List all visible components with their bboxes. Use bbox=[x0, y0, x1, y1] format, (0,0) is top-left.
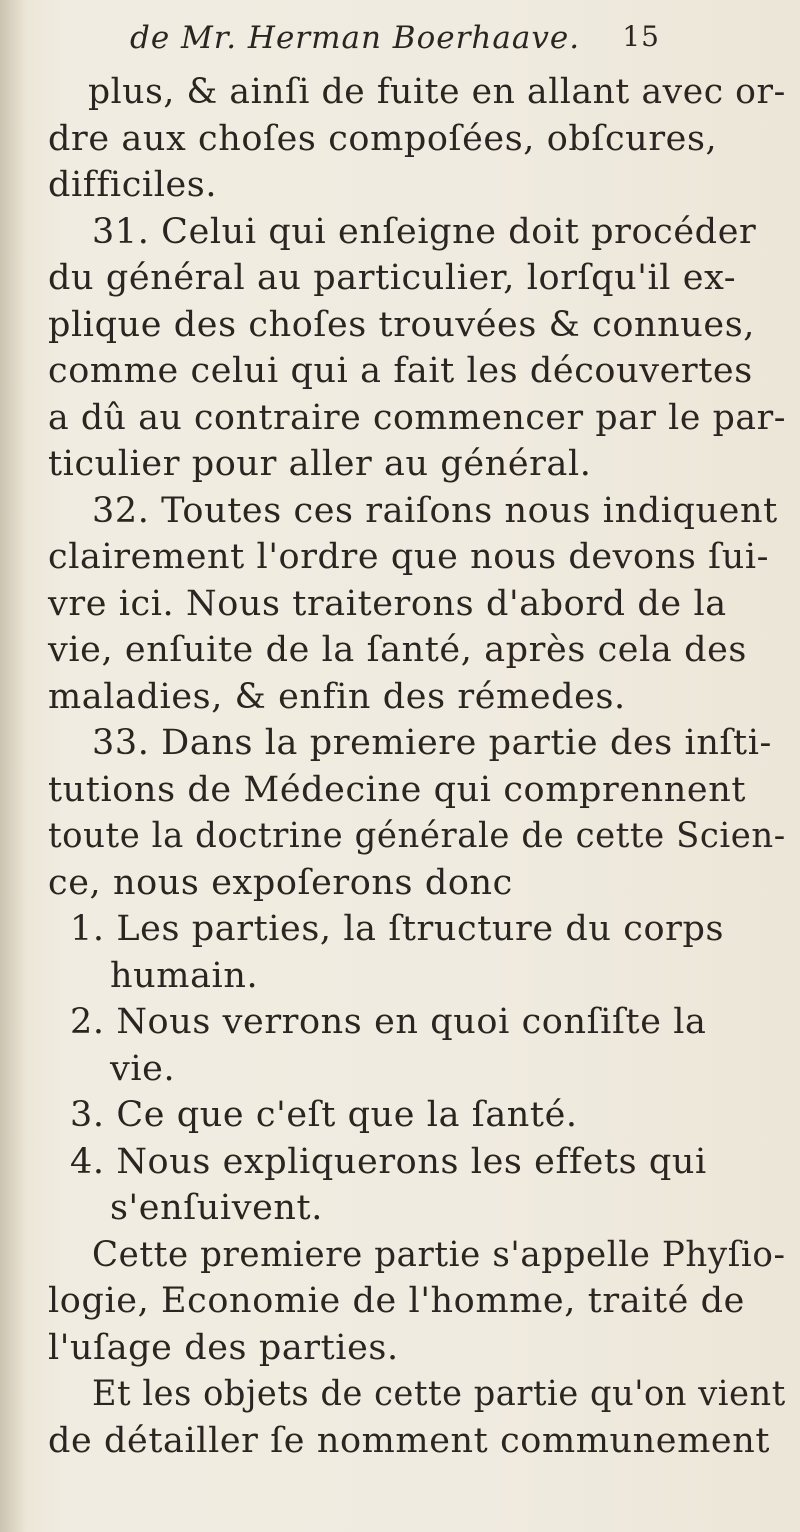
text-line: Cette premiere partie s'appelle Phyſio- bbox=[92, 1235, 786, 1275]
text-line: ce, nous expoſerons donc bbox=[48, 863, 513, 903]
list-item: 4. Nous expliquerons les effets qui bbox=[70, 1142, 707, 1182]
text-line: vre ici. Nous traiterons d'abord de la bbox=[48, 584, 727, 624]
list-item-continuation: s'enſuivent. bbox=[110, 1188, 323, 1228]
page-header bbox=[130, 20, 660, 64]
text-line: a dû au contraire commencer par le par- bbox=[48, 398, 787, 438]
list-item-continuation: vie. bbox=[110, 1049, 176, 1089]
text-line: tutions de Médecine qui comprennent bbox=[48, 770, 747, 810]
list-item: 2. Nous verrons en quoi conſiſte la bbox=[70, 1002, 707, 1042]
text-line: du général au particulier, lorſqu'il ex- bbox=[48, 258, 737, 298]
text-line: Et les objets de cette partie qu'on vient bbox=[92, 1374, 786, 1414]
text-line: comme celui qui a fait les découvertes bbox=[48, 351, 753, 391]
text-line: clairement l'ordre que nous devons ſui- bbox=[48, 537, 770, 577]
text-line: maladies, & enfin des rémedes. bbox=[48, 677, 626, 717]
text-line: difficiles. bbox=[48, 165, 218, 205]
text-line: toute la doctrine générale de cette Scien- bbox=[48, 816, 786, 856]
text-line: 31. Celui qui enſeigne doit procéder bbox=[92, 212, 757, 252]
list-item-continuation: humain. bbox=[110, 956, 259, 996]
list-item: 3. Ce que c'eſt que la ſanté. bbox=[70, 1095, 578, 1135]
page-number: 15 bbox=[622, 20, 660, 53]
text-line: de détailler ſe nomment communement bbox=[48, 1421, 771, 1461]
text-line: dre aux choſes compoſées, obſcures, bbox=[48, 119, 718, 159]
text-line: logie, Economie de l'homme, traité de bbox=[48, 1281, 745, 1321]
text-line: ticulier pour aller au général. bbox=[48, 444, 592, 484]
list-item: 1. Les parties, la ſtructure du corps bbox=[70, 909, 725, 949]
text-line: 32. Toutes ces raiſons nous indiquent bbox=[92, 491, 778, 531]
text-line: l'uſage des parties. bbox=[48, 1328, 399, 1368]
text-line: plus, & ainſi de fuite en allant avec or- bbox=[88, 72, 786, 112]
text-line: 33. Dans la premiere partie des inſti- bbox=[92, 723, 772, 763]
text-line: vie, enſuite de la ſanté, après cela des bbox=[48, 630, 747, 670]
gutter-shadow bbox=[0, 0, 26, 1532]
text-line: plique des choſes trouvées & connues, bbox=[48, 305, 756, 345]
running-title: de Mr. Herman Boerhaave. bbox=[130, 20, 581, 56]
